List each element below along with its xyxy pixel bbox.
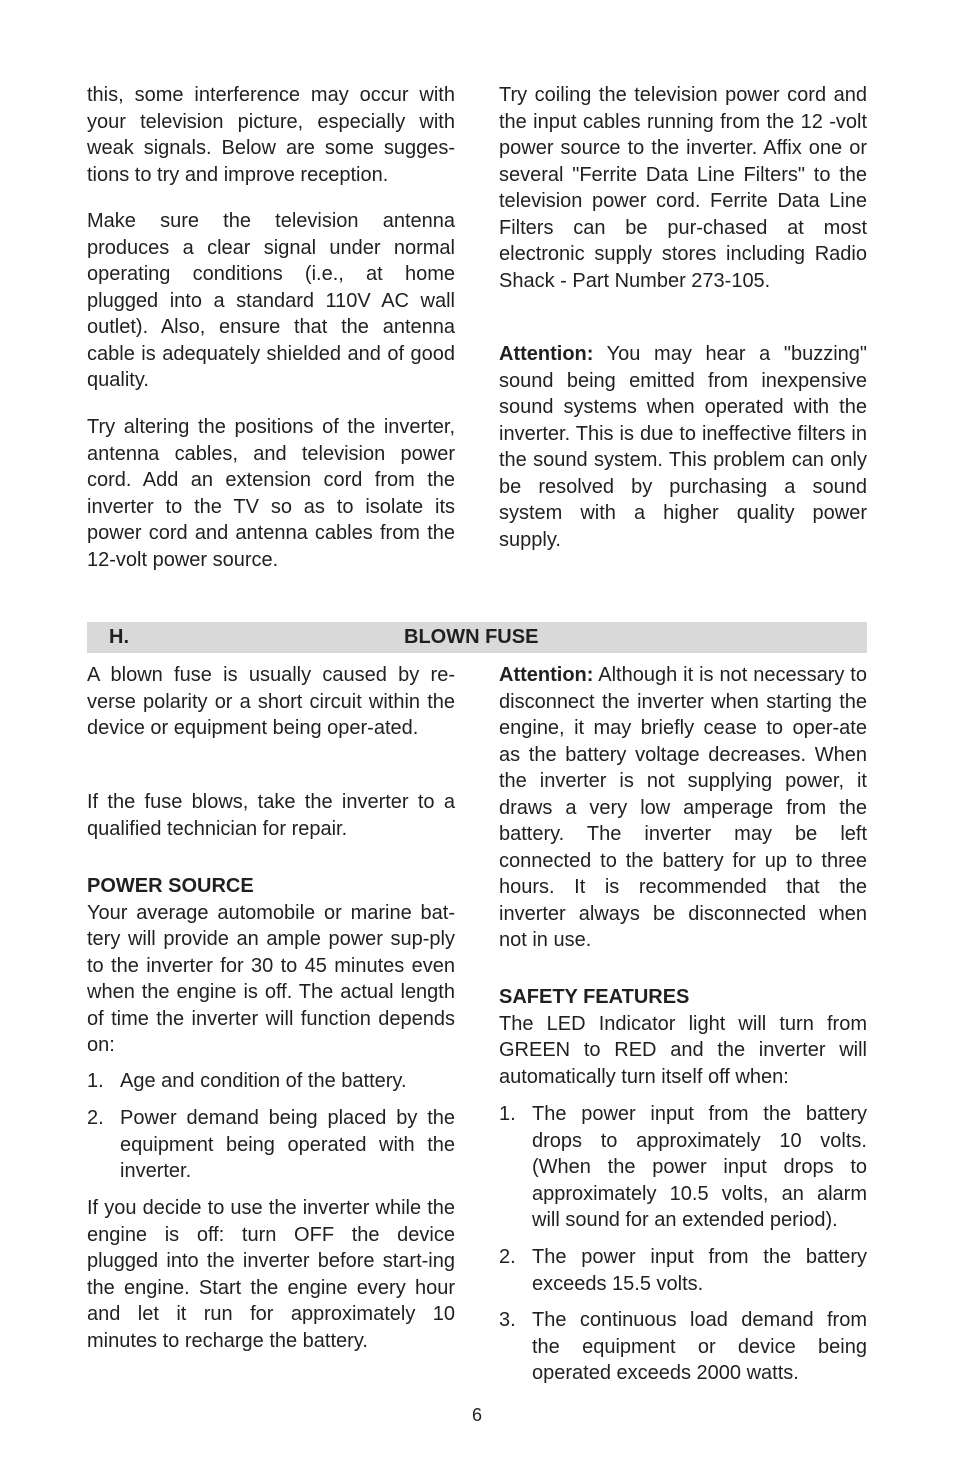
- body-text: If you decide to use the inverter while the engine is off: turn OFF the device plugged into the inverter before start-ing the engine. Start the engine every hour and let it run for approximately 10 minutes to recharge the battery.: [87, 1197, 455, 1352]
- safety-list-item-1: [499, 1101, 867, 1234]
- attention-text: Although it is not necessary to disconnect the inverter when starting the engine, it may briefly cease to oper-ate as the battery voltage decreases. When the inverter is not supplying power, it draws a very low amperage from the battery. The inverter may be left connected to the battery for up to three hours. It is recommended that the inverter always be disconnected when not in use.: [499, 664, 867, 951]
- engine-attention-paragraph: [499, 662, 867, 954]
- body-text: A blown fuse is usually caused by re-verse polarity or a short circuit within the device or equipment being oper-ated.: [87, 664, 455, 739]
- blown-fuse-paragraph: [87, 662, 455, 742]
- attention-label: Attention:: [499, 343, 594, 365]
- power-source-heading: POWER SOURCE: [87, 875, 254, 897]
- body-text: Try coiling the television power cord and the input cables running from the 12 -volt power source to the inverter. Affix one or several "Ferrite Data Line Filters" to the television power cord. Ferrite Data Line Filters can be pur-chased at most electronic supply stores including Radio Shack - Part Number 273-105.: [499, 84, 867, 292]
- body-text: The LED Indicator light will turn from GREEN to RED and the inverter will automatically turn itself off when:: [499, 1012, 867, 1088]
- engine-off-paragraph: [87, 1195, 455, 1354]
- power-list-item-1: [87, 1068, 455, 1095]
- list-text: Age and condition of the battery.: [120, 1070, 407, 1092]
- page-number: 6: [471, 1405, 482, 1425]
- body-text: Try altering the positions of the inverter, antenna cables, and television power cord. Add an extension cord from the inverter to the TV so as to isolate its power cord and antenna cables from the 12-volt power source.: [87, 416, 455, 571]
- list-item: [499, 1101, 867, 1234]
- body-text: Make sure the television antenna produces a clear signal under normal operating conditions (i.e., at home plugged into a standard 110V AC wall outlet). Also, ensure that the antenna cable is adequately shielded and of good quality.: [87, 210, 455, 391]
- safety-features-heading: SAFETY FEATURES: [499, 986, 690, 1008]
- buzzing-attention-paragraph: [499, 341, 867, 553]
- safety-list-item-3: [499, 1307, 867, 1387]
- power-list-item-2: [87, 1105, 455, 1185]
- attention-text: You may hear a "buzzing" sound being emitted from inexpensive sound systems when operated with the inverter. This is due to ineffective filters in the sound system. This problem can only be resolved by purchasing a sound system with a higher quality power supply.: [499, 343, 867, 551]
- body-text: this, some interference may occur with your television picture, especially with weak signals. Below are some sugges-tions to try and improve reception.: [87, 84, 455, 186]
- list-item: [87, 1105, 455, 1185]
- list-text: The power input from the battery drops to approximately 10 volts. (When the power input drops to approximately 10.5 volts, an alarm will sound for an extended period).: [532, 1103, 867, 1231]
- list-number: 2.: [87, 1107, 104, 1129]
- section-letter: H.: [109, 626, 129, 648]
- safety-features-section: [499, 984, 867, 1090]
- intro-paragraph-2: [87, 208, 455, 394]
- section-header-bar: [87, 622, 867, 653]
- list-text: The continuous load demand from the equipment or device being operated exceeds 2000 watts.: [532, 1309, 867, 1384]
- list-item: [87, 1068, 455, 1095]
- list-text: The power input from the battery exceeds 15.5 volts.: [532, 1246, 867, 1295]
- section-title: BLOWN FUSE: [404, 626, 539, 648]
- list-number: 3.: [499, 1309, 516, 1331]
- attention-note: [499, 341, 867, 553]
- intro-paragraph-1: [87, 82, 455, 188]
- power-source-section: [87, 873, 455, 1059]
- list-number: 1.: [499, 1103, 516, 1125]
- body-text: If the fuse blows, take the inverter to a qualified technician for repair.: [87, 791, 455, 840]
- attention-label: Attention:: [499, 664, 594, 686]
- list-number: 1.: [87, 1070, 104, 1092]
- body-text: Your average automobile or marine bat-tery will provide an ample power sup-ply to the inverter for 30 to 45 minutes even when the engine is off. The actual length of time the inverter will function depends on:: [87, 901, 455, 1056]
- ferrite-paragraph: [499, 82, 867, 294]
- fuse-repair-paragraph: [87, 789, 455, 842]
- list-item: [499, 1244, 867, 1297]
- list-number: 2.: [499, 1246, 516, 1268]
- list-text: Power demand being placed by the equipment being operated with the inverter.: [120, 1107, 455, 1182]
- list-item: [499, 1307, 867, 1387]
- intro-paragraph-3: [87, 414, 455, 573]
- attention-note: [499, 662, 867, 954]
- safety-list-item-2: [499, 1244, 867, 1297]
